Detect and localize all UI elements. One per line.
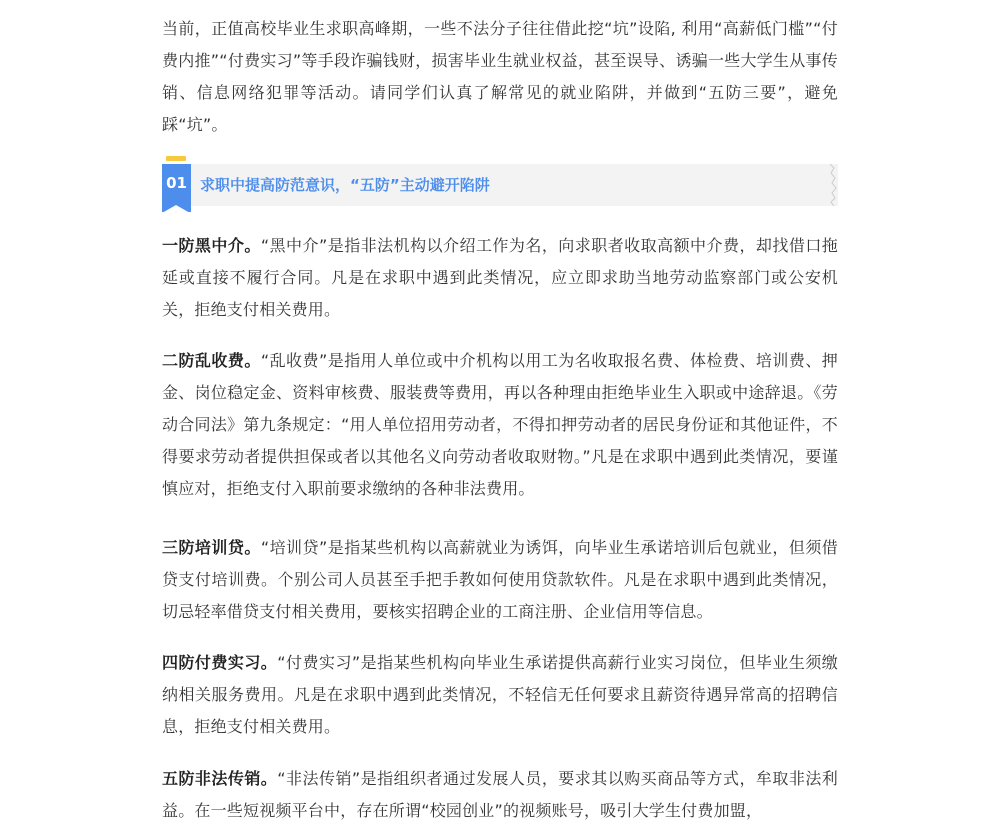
item-text: “黑中介”是指非法机构以介绍工作为名，向求职者收取高额中介费，却找借口拖延或直接不履行合同。凡是在求职中遇到此类情况，应立即求助当地劳动监察部门或公安机关，拒绝支付相关费用。 (162, 236, 838, 319)
item-heading: 一防黑中介。 (162, 236, 261, 255)
item-text: “非法传销”是指组织者通过发展人员，要求其以购买商品等方式，牟取非法利益。在一些短视频平台中，存在所谓“校园创业”的视频账号，吸引大学生付费加盟， (162, 769, 838, 820)
intro-paragraph: 当前，正值高校毕业生求职高峰期，一些不法分子往往借此挖“坑”设陷, 利用“高薪低门槛”“付费内推”“付费实习”等手段诈骗钱财，损害毕业生就业权益，甚至误导、诱骗一些大学生从事传销、信息网络犯罪等活动。请同学们认真了解常见的就业陷阱，并做到“五防三要”，避免踩“坑”。 (162, 19, 838, 134)
item-heading: 二防乱收费。 (162, 351, 261, 370)
item-heading: 三防培训贷。 (162, 538, 261, 557)
item-text: “乱收费”是指用人单位或中介机构以用工为名收取报名费、体检费、培训费、押金、岗位稳定金、资料审核费、服装费等费用，再以各种理由拒绝毕业生入职或中途辞退。《劳动合同法》第九条规定：“用人单位招用劳动者，不得扣押劳动者的居民身份证和其他证件，不得要求劳动者提供担保或者以其他名义向劳动者收取财物。”凡是在求职中遇到此类情况，要谨慎应对，拒绝支付入职前要求缴纳的各种非法费用。 (162, 351, 838, 498)
section-tab-accent (166, 156, 186, 161)
item-heading: 五防非法传销。 (162, 769, 278, 788)
torn-edge-icon (830, 164, 838, 206)
list-item (162, 647, 838, 743)
section-title: 求职中提高防范意识，“五防”主动避开陷阱 (200, 176, 490, 194)
section-number: 01 (166, 174, 187, 192)
list-item (162, 532, 838, 628)
list-item (162, 763, 838, 827)
list-item (162, 230, 838, 326)
item-heading: 四防付费实习。 (162, 653, 278, 672)
list-item (162, 345, 838, 505)
item-text: “付费实习”是指某些机构向毕业生承诺提供高薪行业实习岗位，但毕业生须缴纳相关服务费用。凡是在求职中遇到此类情况，不轻信无任何要求且薪资待遇异常高的招聘信息，拒绝支付相关费用。 (162, 653, 838, 736)
section-header (162, 156, 838, 212)
item-text: “培训贷”是指某些机构以高薪就业为诱饵，向毕业生承诺培训后包就业，但须借贷支付培训费。个别公司人员甚至手把手教如何使用贷款软件。凡是在求职中遇到此类情况，切忌轻率借贷支付相关费用，要核实招聘企业的工商注册、企业信用等信息。 (162, 538, 838, 621)
